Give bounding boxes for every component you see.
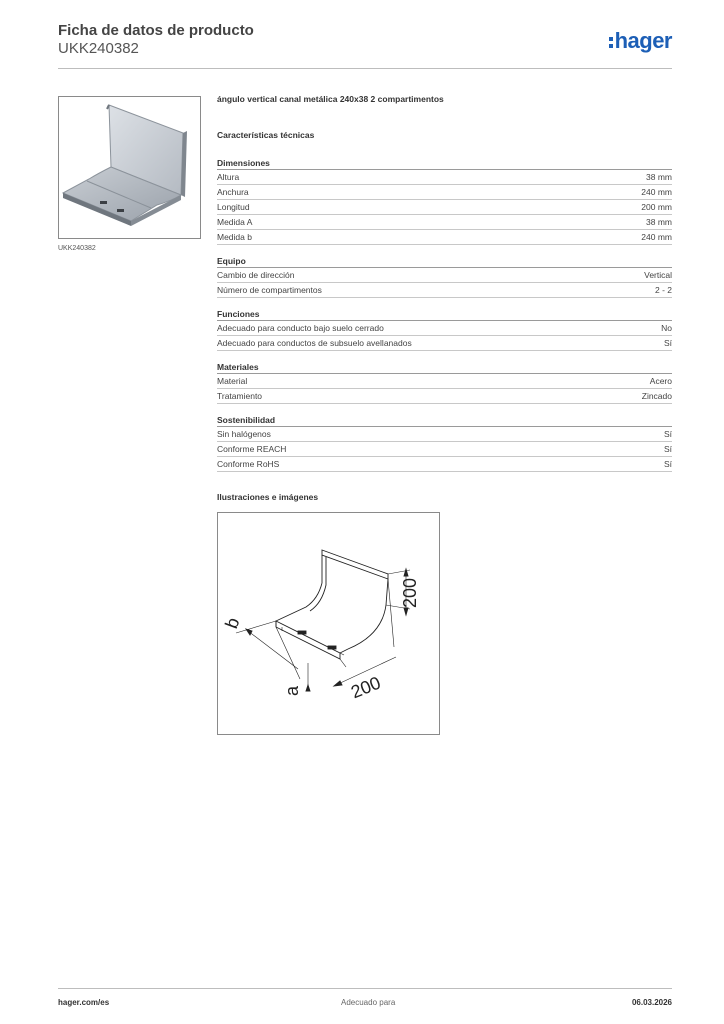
footer-website[interactable]: hager.com/es (58, 998, 110, 1007)
technical-drawing (217, 512, 440, 735)
spec-group (217, 308, 672, 351)
spec-value: Zincado (641, 391, 672, 401)
logo-text: hager (614, 28, 672, 53)
spec-group-title: Equipo (217, 255, 672, 268)
header-divider (58, 68, 672, 69)
spec-row (217, 230, 672, 245)
spec-value: 200 mm (641, 202, 672, 212)
product-code: UKK240382 (58, 40, 139, 57)
product-photo (58, 96, 201, 239)
product-description: ángulo vertical canal metálica 240x38 2 compartimentos (217, 94, 444, 104)
spec-value: Vertical (644, 270, 672, 280)
spec-label: Cambio de dirección (217, 270, 295, 280)
metal-channel-angle-photo (59, 97, 200, 238)
spec-value: Sí (663, 429, 672, 439)
hager-logo (609, 28, 672, 54)
b-dimension-label: b (221, 614, 244, 632)
spec-row (217, 185, 672, 200)
spec-group-title: Sostenibilidad (217, 414, 672, 427)
spec-row (217, 374, 672, 389)
spec-content (217, 94, 672, 482)
spec-label: Anchura (217, 187, 249, 197)
spec-label: Número de compartimentos (217, 285, 322, 295)
footer-suitable-for: Adecuado para (341, 998, 396, 1007)
spec-value: Acero (649, 376, 672, 386)
spec-row (217, 200, 672, 215)
a-dimension-label: a (282, 685, 302, 697)
spec-group (217, 361, 672, 404)
spec-row (217, 336, 672, 351)
spec-group (217, 255, 672, 298)
spec-row (217, 389, 672, 404)
spec-value: 38 mm (646, 217, 672, 227)
spec-label: Medida b (217, 232, 252, 242)
page-header (58, 22, 672, 70)
spec-group (217, 157, 672, 245)
footer-date: 06.03.2026 (631, 998, 672, 1007)
spec-value: 240 mm (641, 187, 672, 197)
spec-label: Material (217, 376, 248, 386)
spec-value: Sí (663, 459, 672, 469)
spec-value: 38 mm (646, 172, 672, 182)
spec-row (217, 457, 672, 472)
spec-label: Adecuado para conductos de subsuelo avellanados (217, 338, 412, 348)
spec-group-title: Materiales (217, 361, 672, 374)
spec-label: Longitud (217, 202, 250, 212)
height-dimension-label: 200 (400, 577, 420, 609)
spec-label: Sin halógenos (217, 429, 271, 439)
spec-group (217, 414, 672, 472)
spec-label: Altura (217, 172, 240, 182)
spec-label: Adecuado para conducto bajo suelo cerrado (217, 323, 384, 333)
logo-dots-icon (609, 34, 613, 51)
spec-row (217, 427, 672, 442)
illustrations-heading: Ilustraciones e imágenes (217, 492, 319, 502)
spec-row (217, 170, 672, 185)
spec-group-title: Funciones (217, 308, 672, 321)
length-dimension-label: 200 (348, 672, 384, 703)
spec-label: Tratamiento (217, 391, 263, 401)
technical-characteristics-heading: Características técnicas (217, 130, 315, 140)
spec-row (217, 268, 672, 283)
spec-label: Conforme RoHS (217, 459, 280, 469)
spec-value: No (661, 323, 672, 333)
footer-divider (58, 988, 672, 989)
spec-row (217, 215, 672, 230)
spec-value: 2 - 2 (654, 285, 672, 295)
spec-group-title: Dimensiones (217, 157, 672, 170)
spec-value: Sí (663, 444, 672, 454)
dimension-drawing (218, 513, 439, 734)
spec-value: 240 mm (641, 232, 672, 242)
spec-row (217, 283, 672, 298)
spec-row (217, 442, 672, 457)
spec-row (217, 321, 672, 336)
document-title: Ficha de datos de producto (58, 22, 254, 39)
photo-caption: UKK240382 (58, 245, 96, 252)
spec-groups (217, 157, 672, 472)
spec-label: Conforme REACH (217, 444, 287, 454)
spec-value: Sí (663, 338, 672, 348)
spec-label: Medida A (217, 217, 253, 227)
